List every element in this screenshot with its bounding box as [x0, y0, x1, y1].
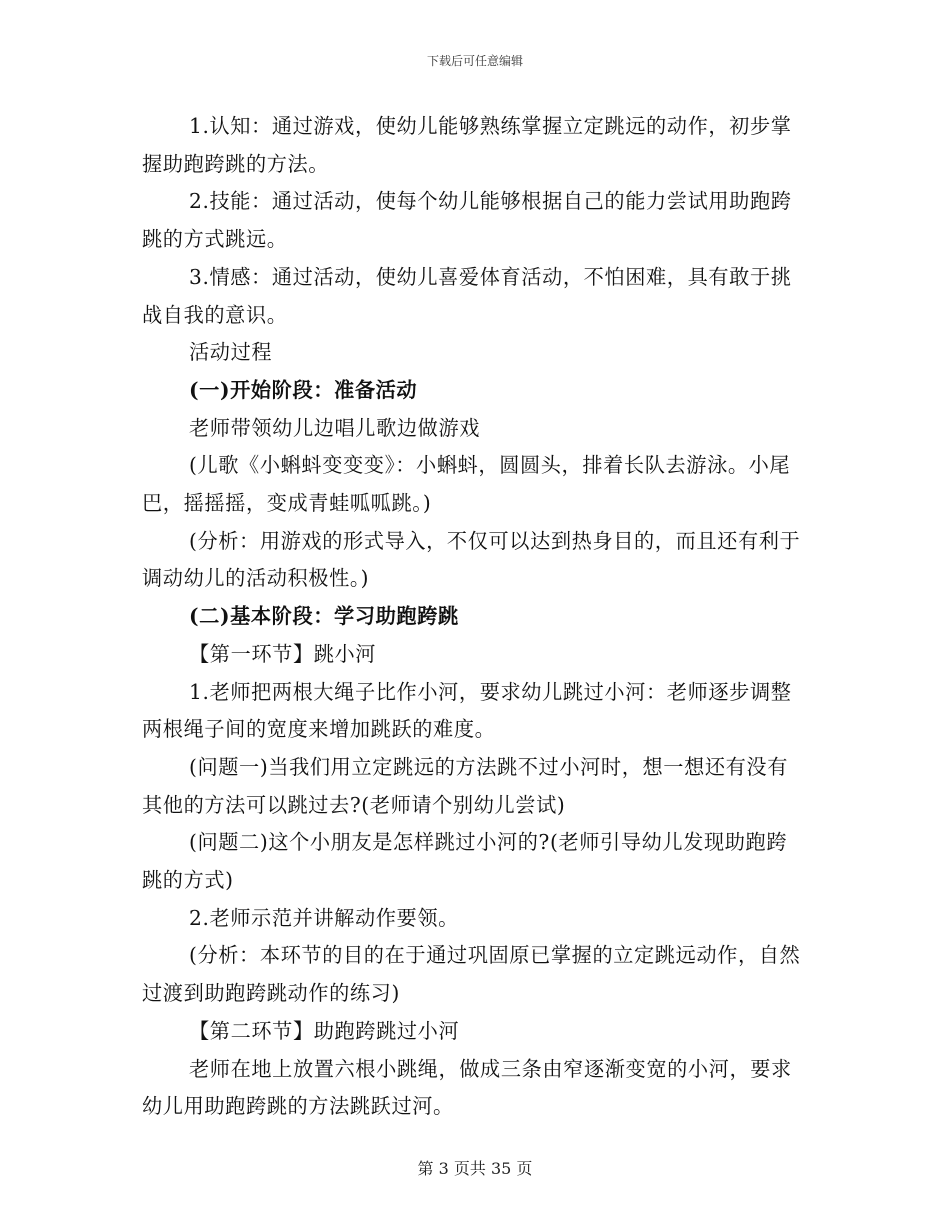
teacher-leads-song: 老师带领幼儿边唱儿歌边做游戏 — [189, 415, 481, 440]
goal-skill: 2.技能：通过活动，使每个幼儿能够根据自己的能力尝试用助跑跨跳的方式跳远。 — [142, 189, 792, 252]
second-segment-description: 老师在地上放置六根小跳绳，做成三条由窄逐渐变宽的小河，要求幼儿用助跑跨跳的方法跳跃过河。 — [142, 1056, 792, 1119]
page-header: 下载后可任意编辑 — [426, 54, 523, 68]
analysis-first-segment: (分析：本环节的目的在于通过巩固原已掌握的立定跳远动作，自然过渡到助跑跨跳动作的练习) — [142, 943, 801, 1006]
second-segment-title: 【第二环节】助跑跨跳过小河 — [189, 1018, 460, 1043]
question-two: (问题二)这个小朋友是怎样跳过小河的?(老师引导幼儿发现助跑跨跳的方式) — [142, 830, 788, 893]
document-body — [142, 108, 806, 1126]
question-one: (问题一)当我们用立定跳远的方法跳不过小河时，想一想还有没有其他的方法可以跳过去?(老师请个别幼儿尝试) — [142, 754, 789, 817]
step-demonstration: 2.老师示范并讲解动作要领。 — [189, 905, 459, 930]
goal-cognition: 1.认知：通过游戏，使幼儿能够熟练掌握立定跳远的动作，初步掌握助跑跨跳的方法。 — [142, 114, 792, 176]
step-rope-river: 1.老师把两根大绳子比作小河，要求幼儿跳过小河：老师逐步调整两根绳子间的宽度来增加跳跃的难度。 — [142, 679, 792, 742]
goal-emotion: 3.情感：通过活动，使幼儿喜爱体育活动，不怕困难，具有敢于挑战自我的意识。 — [142, 264, 792, 327]
page-footer: 第 3 页共 35 页 — [417, 1159, 533, 1178]
section-title-activity-process: 活动过程 — [189, 340, 273, 365]
heading-start-stage: (一)开始阶段：准备活动 — [189, 377, 418, 402]
first-segment-title: 【第一环节】跳小河 — [189, 641, 377, 666]
heading-basic-stage: (二)基本阶段：学习助跑跨跳 — [189, 604, 459, 629]
children-song-text: (儿歌《小蝌蚪变变变》：小蝌蚪，圆圆头，排着长队去游泳。小尾巴，摇摇摇，变成青蛙呱呱跳。) — [142, 453, 791, 516]
analysis-start: (分析：用游戏的形式导入，不仅可以达到热身目的，而且还有利于调动幼儿的活动积极性。) — [142, 528, 801, 591]
